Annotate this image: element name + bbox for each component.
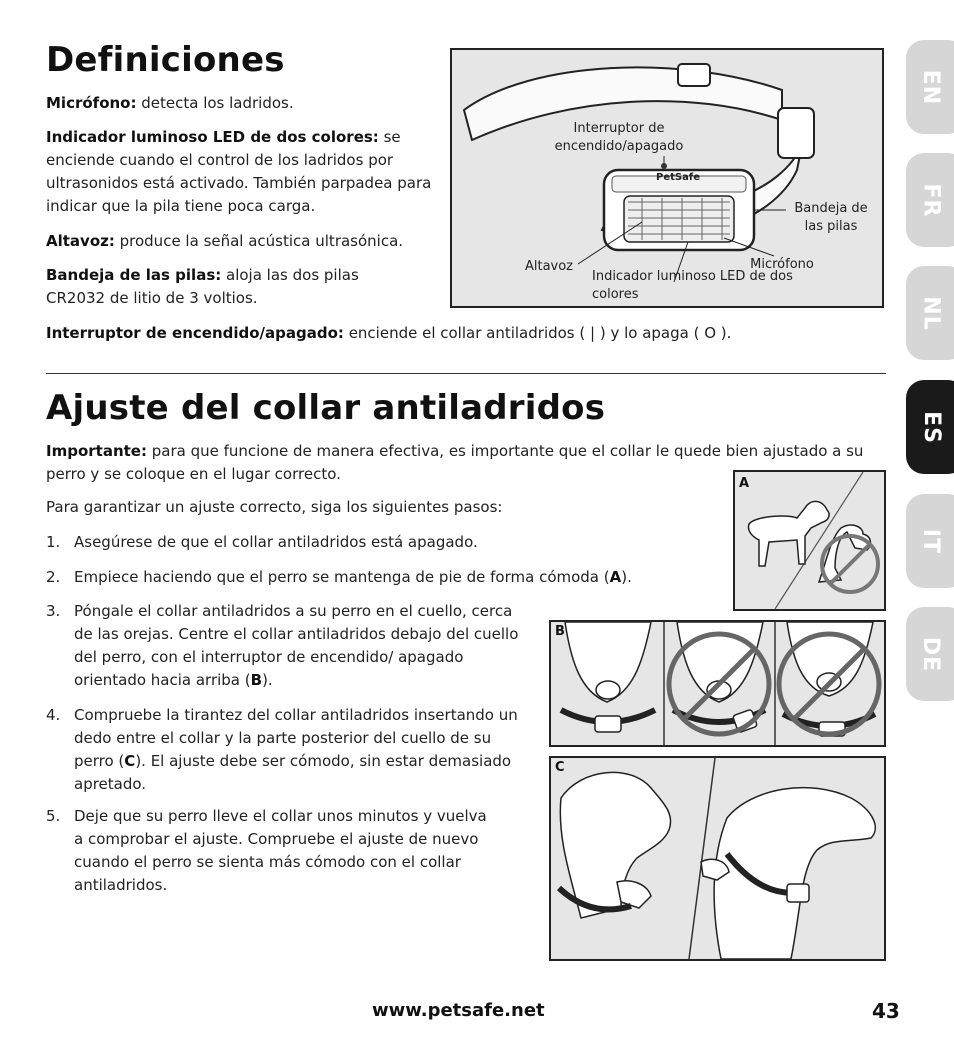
step-3 bbox=[46, 600, 524, 692]
def-battery-term: Bandeja de las pilas: bbox=[46, 266, 222, 284]
tab-de-label: DE bbox=[918, 636, 944, 672]
figure-a-letter: A bbox=[739, 476, 750, 491]
tab-fr-label: FR bbox=[918, 183, 944, 217]
definitions-title: Definiciones bbox=[46, 40, 285, 80]
footer-url[interactable]: www.petsafe.net bbox=[372, 1000, 545, 1021]
diagram-brand-logo: PetSafe bbox=[656, 172, 700, 183]
tab-fr[interactable] bbox=[906, 153, 954, 247]
figure-a bbox=[733, 470, 886, 611]
def-battery bbox=[46, 264, 406, 310]
step-text: Empiece haciendo que el perro se mantenga de pie de forma cómoda ( bbox=[74, 568, 610, 586]
step-text: Deje que su perro lleve el collar unos minutos y vuelva a comprobar el ajuste. Compruebe el ajuste de nuevo cuando el perro se sienta más cómodo con el collar antiladridos. bbox=[74, 807, 487, 894]
def-led bbox=[46, 126, 438, 218]
section-divider bbox=[46, 373, 886, 374]
tab-nl[interactable] bbox=[906, 266, 954, 360]
def-microphone-term: Micrófono: bbox=[46, 94, 137, 112]
step-4 bbox=[46, 704, 524, 796]
step-text: Asegúrese de que el collar antiladridos está apagado. bbox=[74, 533, 478, 551]
def-battery-text: aloja las dos pilas CR2032 de litio de 3 voltios. bbox=[46, 266, 359, 307]
def-switch-term: Interruptor de encendido/apagado: bbox=[46, 324, 344, 342]
important-text: para que funcione de manera efectiva, es importante que el collar le quede bien ajustado a su perro y se coloque en el lugar correcto. bbox=[46, 442, 864, 483]
dog-standing-illustration bbox=[735, 472, 884, 609]
def-speaker-term: Altavoz: bbox=[46, 232, 115, 250]
diagram-label-switch: Interruptor de encendido/apagado bbox=[554, 121, 684, 154]
important-term: Importante: bbox=[46, 442, 147, 460]
tab-de[interactable] bbox=[906, 607, 954, 701]
step-1 bbox=[46, 531, 686, 554]
tab-en[interactable] bbox=[906, 40, 954, 134]
fit-check-illustration bbox=[551, 758, 884, 959]
figure-ref-c: C bbox=[124, 752, 136, 770]
figure-b bbox=[549, 620, 886, 747]
step-number: 1. bbox=[46, 533, 61, 551]
def-switch bbox=[46, 322, 886, 345]
figure-c-letter: C bbox=[555, 760, 565, 775]
fitting-title: Ajuste del collar antiladridos bbox=[46, 388, 606, 428]
diagram-label-led: Indicador luminoso LED de dos colores bbox=[592, 269, 793, 302]
step-number: 2. bbox=[46, 568, 61, 586]
step-text-end: ). El ajuste debe ser cómodo, sin estar demasiado apretado. bbox=[74, 752, 512, 793]
fitting-intro: Para garantizar un ajuste correcto, siga los siguientes pasos: bbox=[46, 498, 503, 516]
step-number: 3. bbox=[46, 602, 61, 620]
figure-ref-a: A bbox=[609, 568, 622, 586]
diagram-label-mic: Micrófono bbox=[750, 257, 814, 272]
step-2 bbox=[46, 566, 726, 589]
tab-en-label: EN bbox=[918, 69, 944, 105]
def-led-text: se enciende cuando el control de los ladridos por ultrasonidos está activado. También parpadea para indicar que la pila tiene poca carga. bbox=[46, 128, 432, 215]
collar-position-illustration bbox=[551, 622, 884, 745]
figure-b-letter: B bbox=[555, 624, 565, 639]
step-number: 5. bbox=[46, 807, 61, 825]
collar-diagram bbox=[450, 48, 884, 308]
def-switch-text: enciende el collar antiladridos ( | ) y lo apaga ( O ). bbox=[343, 324, 732, 342]
def-microphone bbox=[46, 92, 431, 115]
step-text-end: ). bbox=[621, 568, 632, 586]
def-speaker-text: produce la señal acústica ultrasónica. bbox=[114, 232, 404, 250]
diagram-label-speaker: Altavoz bbox=[524, 259, 574, 274]
step-text: Póngale el collar antiladridos a su perro en el cuello, cerca de las orejas. Centre el collar antiladridos debajo del cuello del perro, con el interruptor de encendido/ apagado orientado hacia arriba ( bbox=[74, 602, 519, 689]
tab-it[interactable] bbox=[906, 494, 954, 588]
page-number: 43 bbox=[872, 999, 900, 1023]
def-speaker bbox=[46, 230, 446, 253]
tab-es-label: ES bbox=[918, 410, 944, 444]
diagram-label-battery: Bandeja de las pilas bbox=[794, 201, 868, 234]
figure-c bbox=[549, 756, 886, 961]
def-led-term: Indicador luminoso LED de dos colores: bbox=[46, 128, 379, 146]
tab-nl-label: NL bbox=[918, 295, 944, 331]
figure-ref-b: B bbox=[250, 671, 263, 689]
tab-it-label: IT bbox=[918, 528, 944, 554]
step-text-end: ). bbox=[262, 671, 273, 689]
def-microphone-text: detecta los ladridos. bbox=[136, 94, 294, 112]
step-5 bbox=[46, 805, 494, 897]
step-number: 4. bbox=[46, 706, 61, 724]
step-text: Compruebe la tirantez del collar antiladridos insertando un dedo entre el collar y la parte posterior del cuello de su perro ( bbox=[74, 706, 518, 770]
tab-es[interactable] bbox=[906, 380, 954, 474]
